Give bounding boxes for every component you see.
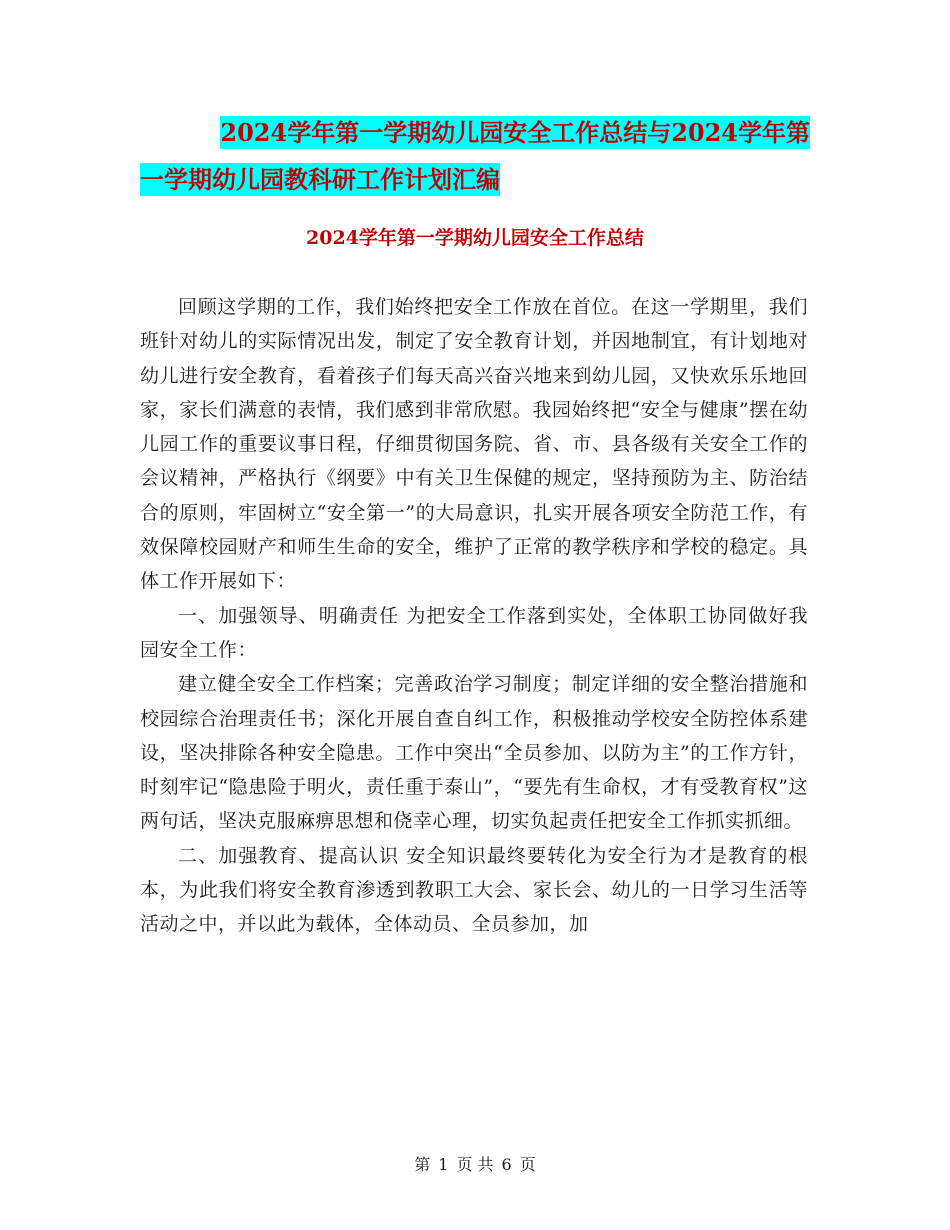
document-title-line-1 [140,112,810,153]
paragraph-intro: 回顾这学期的工作，我们始终把安全工作放在首位。在这一学期里，我们班针对幼儿的实际情况出发，制定了安全教育计划，并因地制宜，有计划地对幼儿进行安全教育，看着孩子们每天高兴奋兴地来到幼儿园，又快欢乐乐地回家，家长们满意的表情，我们感到非常欣慰。我园始终把“安全与健康”摆在幼儿园工作的重要议事日程，仔细贯彻国务院、省、市、县各级有关安全工作的会议精神，严格执行《纲要》中有关卫生保健的规定，坚持预防为主、防治结合的原则，牢固树立“安全第一”的大局意识，扎实开展各项安全防范工作，有效保障校园财产和师生生命的安全，维护了正常的教学秩序和学校的稳定。具体工作开展如下： [140,296,808,593]
paragraph-section-2: 二、加强教育、提高认识 安全知识最终要转化为安全行为才是教育的根本，为此我们将安全教育渗透到教职工大会、家长会、幼儿的一日学习生活等活动之中，并以此为载体，全体动员、全员参加，加 [140,844,808,936]
footer-middle: 页 共 [456,1155,494,1174]
paragraph-section-1-heading: 一、加强领导、明确责任 为把安全工作落到实处，全体职工协同做好我园安全工作： [140,604,808,661]
section-title: 2024学年第一学期幼儿园安全工作总结 [306,227,644,249]
document-title [140,112,810,200]
footer-suffix: 页 [519,1155,536,1174]
title-highlight-2: 一学期幼儿园教科研工作计划汇编 [140,165,500,194]
footer-prefix: 第 [414,1155,431,1174]
page-footer [0,1154,950,1176]
document-body [140,290,808,942]
footer-total-pages: 6 [501,1155,512,1174]
footer-page-number: 1 [438,1155,449,1174]
document-title-line-2 [140,159,810,200]
title-highlight-1: 2024学年第一学期幼儿园安全工作总结与2024学年第 [220,118,810,147]
paragraph-section-1-body: 建立健全安全工作档案；完善政治学习制度；制定详细的安全整治措施和校园综合治理责任书；深化开展自查自纠工作，积极推动学校安全防控体系建设，坚决排除各种安全隐患。工作中突出“全员参加、以防为主”的工作方针，时刻牢记“隐患险于明火，责任重于泰山”，“要先有生命权，才有受教育权”这两句话，坚决克服麻痹思想和侥幸心理，切实负起责任把安全工作抓实抓细。 [140,673,808,833]
